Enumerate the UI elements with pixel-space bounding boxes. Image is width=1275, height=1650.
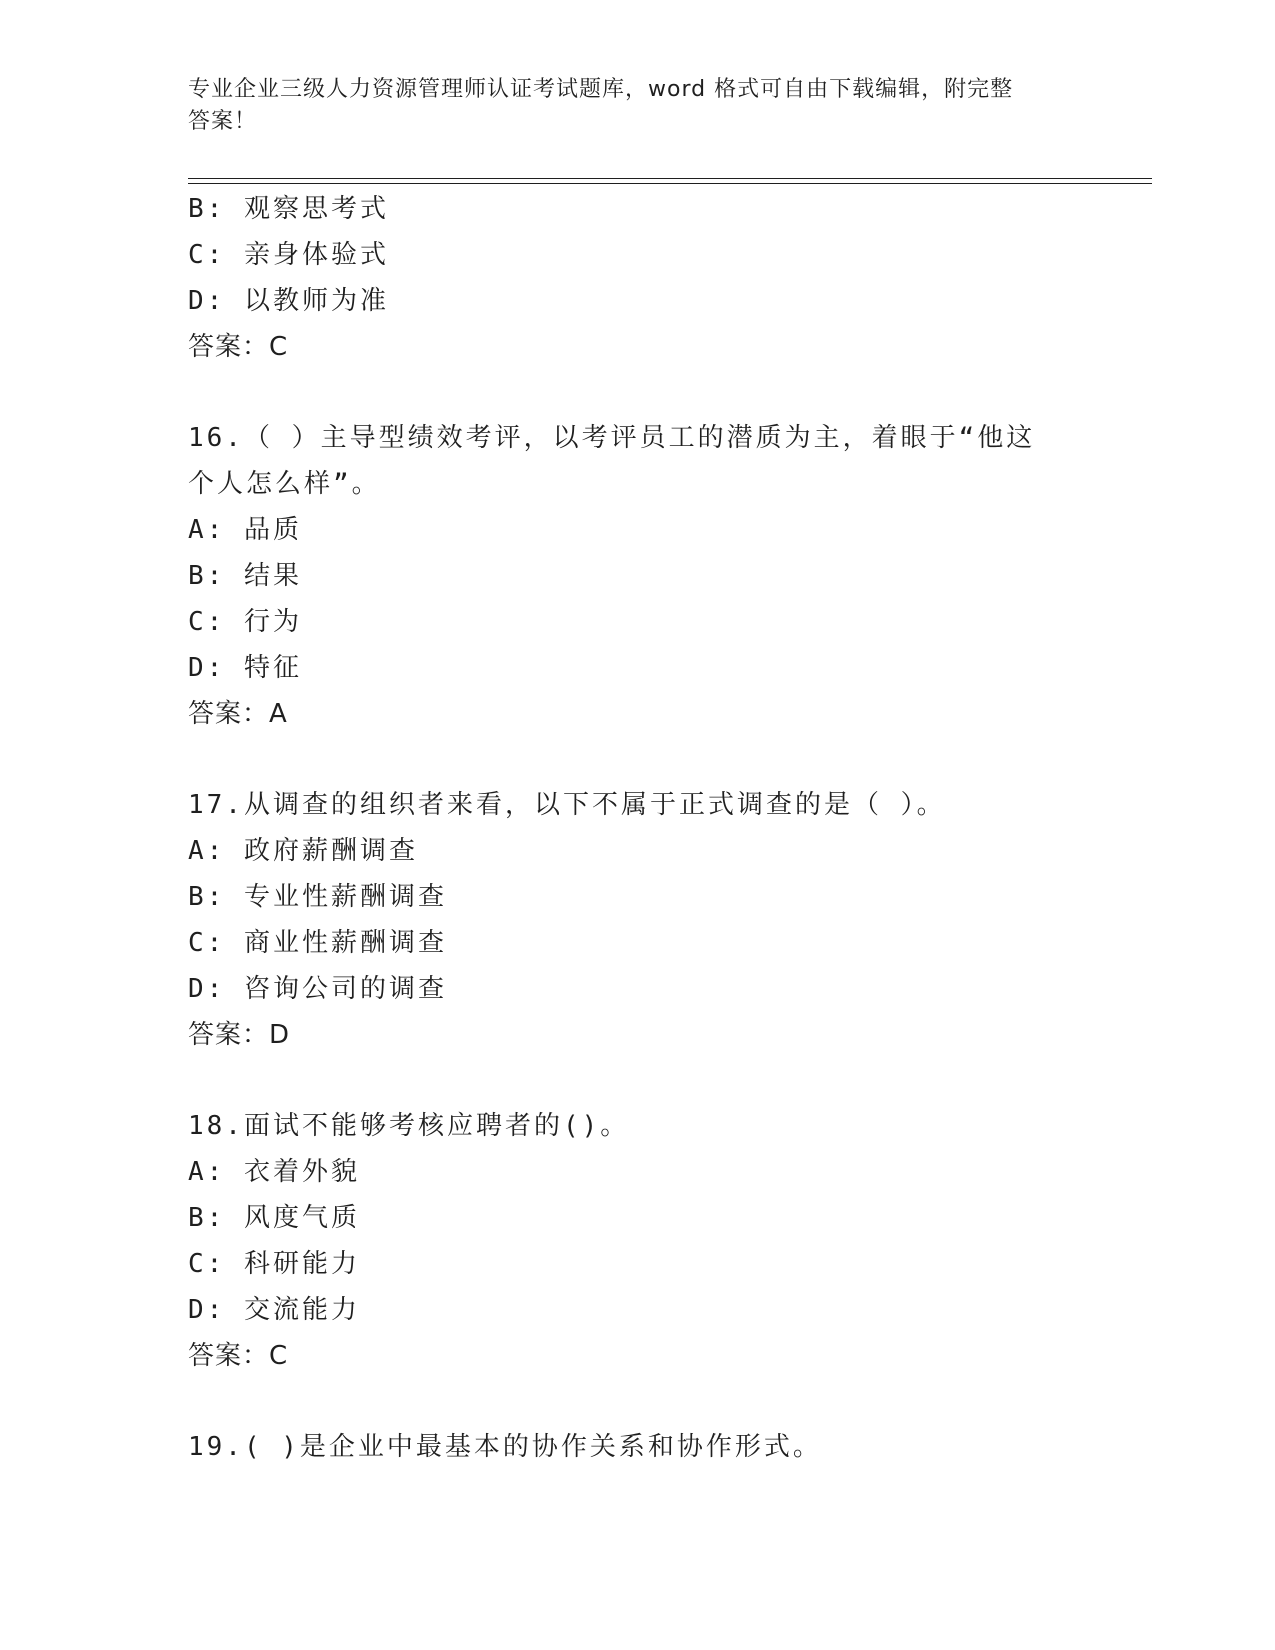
spacer bbox=[188, 1379, 1088, 1424]
option-d: D: 咨询公司的调查 bbox=[188, 974, 447, 1004]
answer-line: 答案：A bbox=[188, 699, 288, 729]
question-16 bbox=[188, 415, 1088, 737]
option-a: A: 衣着外貌 bbox=[188, 1157, 360, 1187]
answer-line: 答案：D bbox=[188, 1020, 291, 1050]
option-b: B: 风度气质 bbox=[188, 1203, 360, 1233]
option-b: B: 结果 bbox=[188, 561, 302, 591]
option-b: B: 专业性薪酬调查 bbox=[188, 882, 447, 912]
question-18 bbox=[188, 1103, 1088, 1379]
header-divider-top bbox=[188, 178, 1152, 179]
question-stem: 17.从调查的组织者来看，以下不属于正式调查的是（ ）。 bbox=[188, 790, 946, 820]
option-a: A: 品质 bbox=[188, 515, 302, 545]
question-stem-continued: 个人怎么样”。 bbox=[188, 469, 381, 499]
option-c: C: 行为 bbox=[188, 607, 302, 637]
header-divider-bottom bbox=[188, 183, 1152, 184]
option-d: D: 交流能力 bbox=[188, 1295, 360, 1325]
option-c: C: 科研能力 bbox=[188, 1249, 360, 1279]
spacer bbox=[188, 370, 1088, 415]
spacer bbox=[188, 737, 1088, 782]
option-d: D: 特征 bbox=[188, 653, 302, 683]
question-stem: 19.( )是企业中最基本的协作关系和协作形式。 bbox=[188, 1432, 822, 1462]
question-stem: 18.面试不能够考核应聘者的()。 bbox=[188, 1111, 630, 1141]
question-19 bbox=[188, 1424, 1088, 1470]
document-header bbox=[188, 74, 1088, 138]
question-17 bbox=[188, 782, 1088, 1058]
spacer bbox=[188, 1058, 1088, 1103]
option-d: D: 以教师为准 bbox=[188, 286, 389, 316]
option-b: B: 观察思考式 bbox=[188, 194, 389, 224]
answer-line: 答案：C bbox=[188, 1341, 289, 1371]
option-c: C: 商业性薪酬调查 bbox=[188, 928, 447, 958]
answer-line: 答案：C bbox=[188, 332, 289, 362]
option-c: C: 亲身体验式 bbox=[188, 240, 389, 270]
question-content bbox=[188, 186, 1088, 1470]
header-line-1: 专业企业三级人力资源管理师认证考试题库，word 格式可自由下载编辑，附完整 bbox=[188, 77, 1014, 102]
question-15-tail bbox=[188, 186, 1088, 370]
header-line-2: 答案！ bbox=[188, 109, 258, 134]
option-a: A: 政府薪酬调查 bbox=[188, 836, 418, 866]
question-stem: 16.（ ）主导型绩效考评，以考评员工的潜质为主，着眼于“他这 bbox=[188, 423, 1036, 453]
